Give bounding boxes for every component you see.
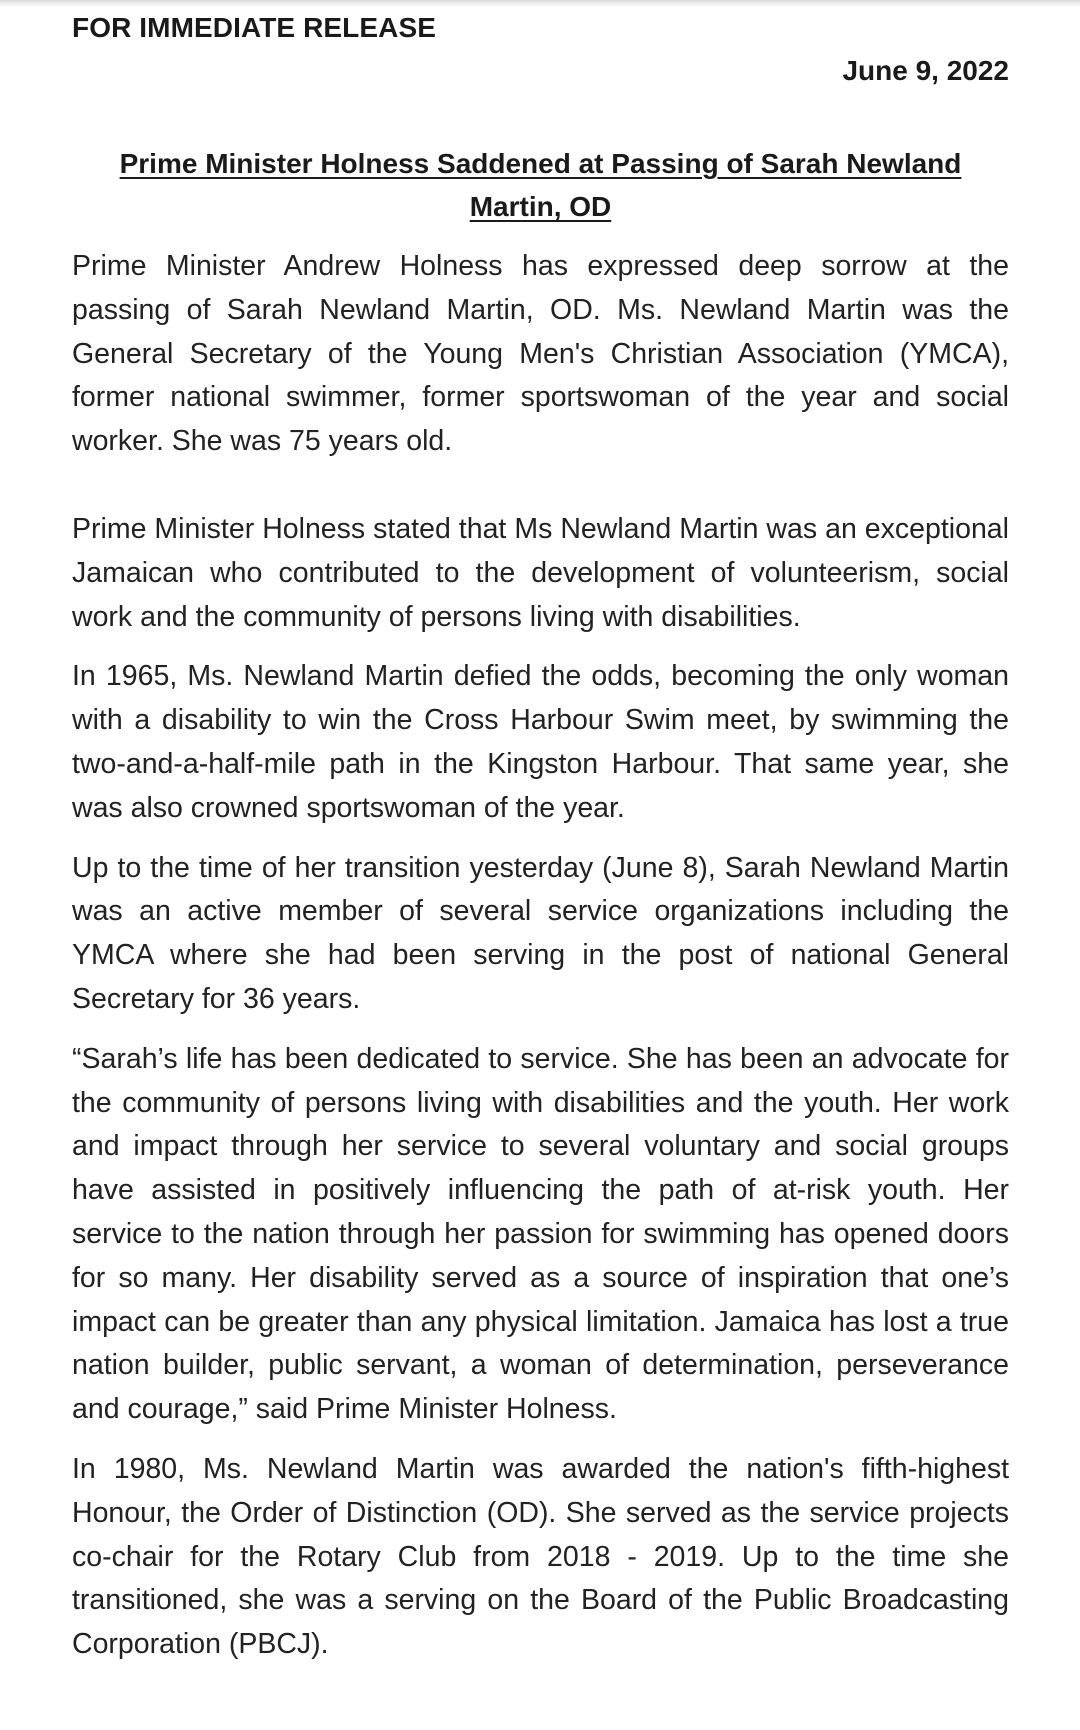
paragraph-quote: “Sarah’s life has been dedicated to service. She has been an advocate for the community of persons living with disabilities and the youth. Her work and impact through her service to several voluntary and social groups have assisted in positively influencing the path of at-risk youth. Her service to the nation through her passion for swimming has opened doors for so many. Her disability served as a source of inspiration that one’s impact can be greater than any physical limitation. Jamaica has lost a true nation builder, public servant, a woman of determination, perseverance and courage,” said Prime Minister Holness. [72,1042,1009,1426]
paragraph-service: Up to the time of her transition yesterday (June 8), Sarah Newland Martin was an active member of several service organizations including the YMCA where she had been serving in the post of national General Secretary for 36 years. [72,851,1009,1015]
headline: Prime Minister Holness Saddened at Passing of Sarah Newland Martin, OD [119,148,962,222]
paragraph-honours: In 1980, Ms. Newland Martin was awarded the nation's fifth-highest Honour, the Order of Distinction (OD). She served as the service projects co-chair for the Rotary Club from 2018 - 2019. Up to the time she transitioned, she was a serving on the Board of the Public Broadcasting Corporation (PBCJ). [72,1452,1009,1661]
release-date: June 9, 2022 [842,55,1009,86]
paragraph-1965: In 1965, Ms. Newland Martin defied the odds, becoming the only woman with a disability to win the Cross Harbour Swim meet, by swimming the two-and-a-half-mile path in the Kingston Harbour. That same year, she was also crowned sportswoman of the year. [72,660,1009,824]
article-body [72,245,1009,1667]
paragraph-statement: Prime Minister Holness stated that Ms Newland Martin was an exceptional Jamaican who contributed to the development of volunteerism, social work and the community of persons living with disabilities. [72,512,1009,633]
top-shadow [0,0,1080,8]
paragraph-intro: Prime Minister Andrew Holness has expressed deep sorrow at the passing of Sarah Newland Martin, OD. Ms. Newland Martin was the General Secretary of the Young Men's Christian Association (YMCA), former national swimmer, former sportswoman of the year and social worker. She was 75 years old. [72,250,1009,458]
release-label: FOR IMMEDIATE RELEASE [72,12,437,43]
